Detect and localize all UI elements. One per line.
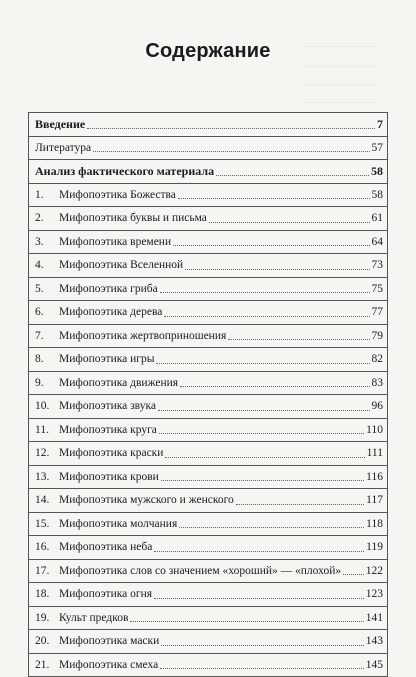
toc-page-number: 143 [366,630,383,653]
toc-entry-title: Мифопоэтика игры [59,353,154,365]
toc-entry-number: 15. [35,513,59,536]
dot-leader [228,338,369,340]
toc-entry-title: Мифопоэтика Вселенной [59,259,183,271]
toc-entry-title: Культ предков [59,612,128,624]
toc-entry-number: 5. [35,278,59,301]
dot-leader [178,197,370,199]
toc-entry-label [35,513,177,536]
dot-leader [158,409,370,411]
toc-entry-number: 16. [35,536,59,559]
toc-entry-number: 17. [35,560,59,583]
toc-entry-label [35,395,156,418]
toc-page-number: 7 [377,113,383,136]
toc-entry-number: 4. [35,254,59,277]
toc-entry-number: 13. [35,466,59,489]
toc-entry-number: 3. [35,231,59,254]
toc-entry-label [35,348,154,371]
toc-page-number: 96 [372,395,384,418]
toc-row [29,184,387,208]
dot-leader [173,244,369,246]
toc-entry-title: Введение [35,117,85,131]
toc-page-number: 82 [372,348,384,371]
dot-leader [161,479,364,481]
toc-page-number: 83 [372,372,384,395]
toc-entry-label [35,419,157,442]
toc-entry-title: Литература [35,142,91,154]
toc-row [29,278,387,302]
toc-section-row [29,113,387,137]
toc-page-number: 61 [372,207,384,230]
toc-entry-number: 21. [35,654,59,677]
toc-entry-label [35,372,178,395]
toc-page-number: 64 [372,231,384,254]
toc-entry-number: 20. [35,630,59,653]
toc-row [29,254,387,278]
toc-page-number: 58 [371,160,383,183]
toc-entry-number: 1. [35,184,59,207]
toc-entry-number: 12. [35,442,59,465]
show-through-line [300,102,380,103]
dot-leader [179,526,364,528]
toc-entry-number: 7. [35,325,59,348]
toc-entry-title: Мифопоэтика неба [59,541,152,553]
toc-entry-label [35,160,214,183]
toc-page-number: 111 [367,442,383,465]
toc-row [29,137,387,161]
toc-row [29,583,387,607]
toc-entry-title: Мифопоэтика гриба [59,283,158,295]
toc-entry-label [35,231,171,254]
toc-entry-title: Анализ фактического материала [35,164,214,178]
toc-entry-title: Мифопоэтика молчания [59,518,177,530]
toc-row [29,536,387,560]
toc-entry-title: Мифопоэтика буквы и письма [59,212,207,224]
dot-leader [216,174,369,176]
toc-page-number: 57 [372,137,384,160]
toc-entry-number: 8. [35,348,59,371]
dot-leader [343,573,364,575]
contents-table [28,112,388,677]
dot-leader [156,362,369,364]
toc-row [29,325,387,349]
toc-entry-title: Мифопоэтика дерева [59,306,162,318]
toc-row [29,348,387,372]
show-through-line [300,66,380,67]
toc-entry-number: 14. [35,489,59,512]
toc-page-number: 77 [372,301,384,324]
dot-leader [87,127,375,129]
toc-entry-title: Мифопоэтика слов со значением «хороший» — «плохой» [59,565,341,577]
toc-row [29,654,387,677]
toc-entry-number: 18. [35,583,59,606]
toc-entry-title: Мифопоэтика мужского и женского [59,494,234,506]
toc-entry-label [35,583,152,606]
toc-page-number: 117 [366,489,383,512]
dot-leader [130,620,363,622]
dot-leader [236,503,364,505]
toc-row [29,442,387,466]
toc-entry-title: Мифопоэтика жертвоприношения [59,330,226,342]
toc-entry-label [35,536,152,559]
toc-entry-label [35,560,341,583]
toc-row [29,231,387,255]
toc-section-row [29,160,387,184]
toc-row [29,466,387,490]
toc-entry-label [35,654,158,677]
toc-entry-title: Мифопоэтика краски [59,447,163,459]
toc-page-number: 122 [366,560,383,583]
toc-entry-title: Мифопоэтика движения [59,377,178,389]
toc-entry-number: 6. [35,301,59,324]
toc-page-number: 73 [372,254,384,277]
toc-entry-label [35,607,128,630]
toc-page-number: 116 [366,466,383,489]
toc-entry-label [35,489,234,512]
dot-leader [185,268,369,270]
toc-entry-number: 10. [35,395,59,418]
toc-entry-label [35,278,158,301]
toc-entry-number: 9. [35,372,59,395]
toc-entry-title: Мифопоэтика смеха [59,659,158,671]
toc-row [29,630,387,654]
toc-entry-title: Мифопоэтика круга [59,424,157,436]
toc-page-number: 145 [366,654,383,677]
toc-entry-number: 11. [35,419,59,442]
page-title: Содержание [0,40,416,63]
toc-page-number: 118 [366,513,383,536]
toc-entry-title: Мифопоэтика звука [59,400,156,412]
toc-page-number: 110 [366,419,383,442]
toc-entry-label [35,325,226,348]
toc-row [29,489,387,513]
toc-row [29,372,387,396]
toc-entry-label [35,466,159,489]
toc-entry-label [35,301,162,324]
toc-entry-label [35,254,183,277]
show-through-line [300,84,380,85]
toc-entry-label [35,184,176,207]
toc-row [29,301,387,325]
toc-page-number: 141 [366,607,383,630]
dot-leader [160,291,370,293]
toc-entry-label [35,137,91,160]
dot-leader [161,644,363,646]
toc-entry-title: Мифопоэтика Божества [59,189,176,201]
dot-leader [165,456,364,458]
toc-row [29,395,387,419]
toc-page-number: 58 [372,184,384,207]
toc-page-number: 123 [366,583,383,606]
toc-entry-label [35,207,207,230]
toc-entry-title: Мифопоэтика маски [59,635,159,647]
toc-entry-label [35,442,163,465]
toc-entry-title: Мифопоэтика крови [59,471,159,483]
dot-leader [209,221,370,223]
toc-page-number: 79 [372,325,384,348]
toc-entry-label [35,113,85,136]
toc-page-number: 119 [366,536,383,559]
toc-page-number: 75 [372,278,384,301]
dot-leader [164,315,369,317]
toc-entry-title: Мифопоэтика огня [59,588,152,600]
toc-row [29,513,387,537]
dot-leader [160,667,364,669]
toc-entry-label [35,630,159,653]
dot-leader [154,550,364,552]
dot-leader [180,385,369,387]
toc-row [29,207,387,231]
toc-entry-title: Мифопоэтика времени [59,236,171,248]
dot-leader [159,432,364,434]
dot-leader [154,597,364,599]
toc-entry-number: 19. [35,607,59,630]
toc-row [29,560,387,584]
dot-leader [93,150,369,152]
toc-row [29,607,387,631]
toc-entry-number: 2. [35,207,59,230]
toc-row [29,419,387,443]
